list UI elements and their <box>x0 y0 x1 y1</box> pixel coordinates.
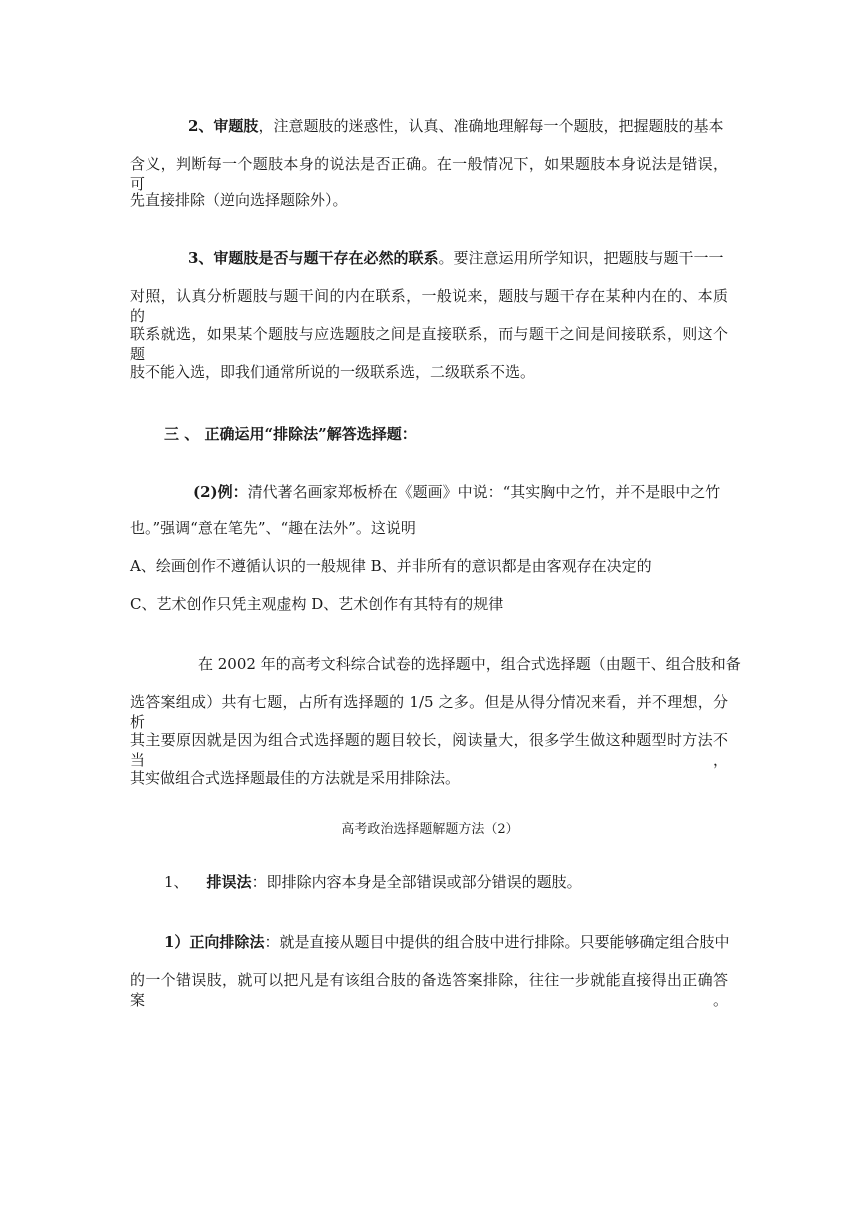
paragraph-3-line-1: 3、审题肢是否与题干存在必然的联系。要注意运用所学知识，把题肢与题干一一 <box>188 249 724 267</box>
item-1-number: 1、 <box>164 873 189 891</box>
section-3-heading: 三 、 正确运用“排除法”解答选择题： <box>164 425 417 443</box>
paragraph-3-line-2: 对照，认真分析题肢与题干间的内在联系，一般说来，题肢与题干存在某种内在的、本质的 <box>130 287 728 325</box>
item-1a-lead: 1）正向排除法 <box>164 933 265 951</box>
paragraph-2002-line-2: 选答案组成）共有七题，占所有选择题的 1/5 之多。但是从得分情况来看，并不理想，分析 <box>130 693 728 731</box>
paragraph-2002-line-1: 在 2002 年的高考文科综合试卷的选择题中，组合式选择题（由题干、组合肢和备 <box>198 655 741 673</box>
paragraph-2-line-2: 含义，判断每一个题肢本身的说法是否正确。在一般情况下，如果题肢本身说法是错误，可 <box>130 155 728 193</box>
paragraph-3-lead: 3、审题肢是否与题干存在必然的联系 <box>188 249 439 267</box>
paragraph-3-line-3: 联系就选，如果某个题肢与应选题肢之间是直接联系，而与题干之间是间接联系，则这个题 <box>130 325 728 363</box>
paragraph-2-line-3: 先直接排除（逆向选择题除外）。 <box>130 191 348 209</box>
paragraph-2-lead: 2、审题肢 <box>188 117 259 135</box>
example-line-2: 也。”强调“意在笔先”、“趣在法外”。这说明 <box>130 519 416 537</box>
item-1: 1、 排误法：即排除内容本身是全部错误或部分错误的题肢。 <box>164 873 582 891</box>
paragraph-2-line-1: 2、审题肢，注意题肢的迷惑性，认真、准确地理解每一个题肢，把握题肢的基本 <box>188 117 724 135</box>
subtitle: 高考政治选择题解题方法（2） <box>341 822 519 837</box>
item-1a-line-2: 的一个错误肢，就可以把凡是有该组合肢的备选答案排除，往往一步就能直接得出正确答案。 <box>130 971 728 1009</box>
paragraph-2002-line-3: 其主要原因就是因为组合式选择题的题目较长，阅读量大，很多学生做这种题型时方法不当， <box>130 731 728 769</box>
example-line-1: (2)例：清代著名画家郑板桥在《题画》中说：“其实胸中之竹，并不是眼中之竹 <box>193 483 721 501</box>
item-1a-line-1: 1）正向排除法：就是直接从题目中提供的组合肢中进行排除。只要能够确定组合肢中 <box>164 933 730 951</box>
example-options-cd: C、艺术创作只凭主观虚构 D、艺术创作有其特有的规律 <box>130 595 504 613</box>
example-options-ab: A、绘画创作不遵循认识的一般规律 B、并非所有的意识都是由客观存在决定的 <box>130 557 652 575</box>
example-lead: (2)例： <box>193 483 248 501</box>
item-1-lead: 排误法 <box>206 873 252 891</box>
paragraph-2002-line-4: 其实做组合式选择题最佳的方法就是采用排除法。 <box>130 769 461 787</box>
paragraph-3-line-4: 肢不能入选，即我们通常所说的一级联系选，二级联系不选。 <box>130 363 536 381</box>
